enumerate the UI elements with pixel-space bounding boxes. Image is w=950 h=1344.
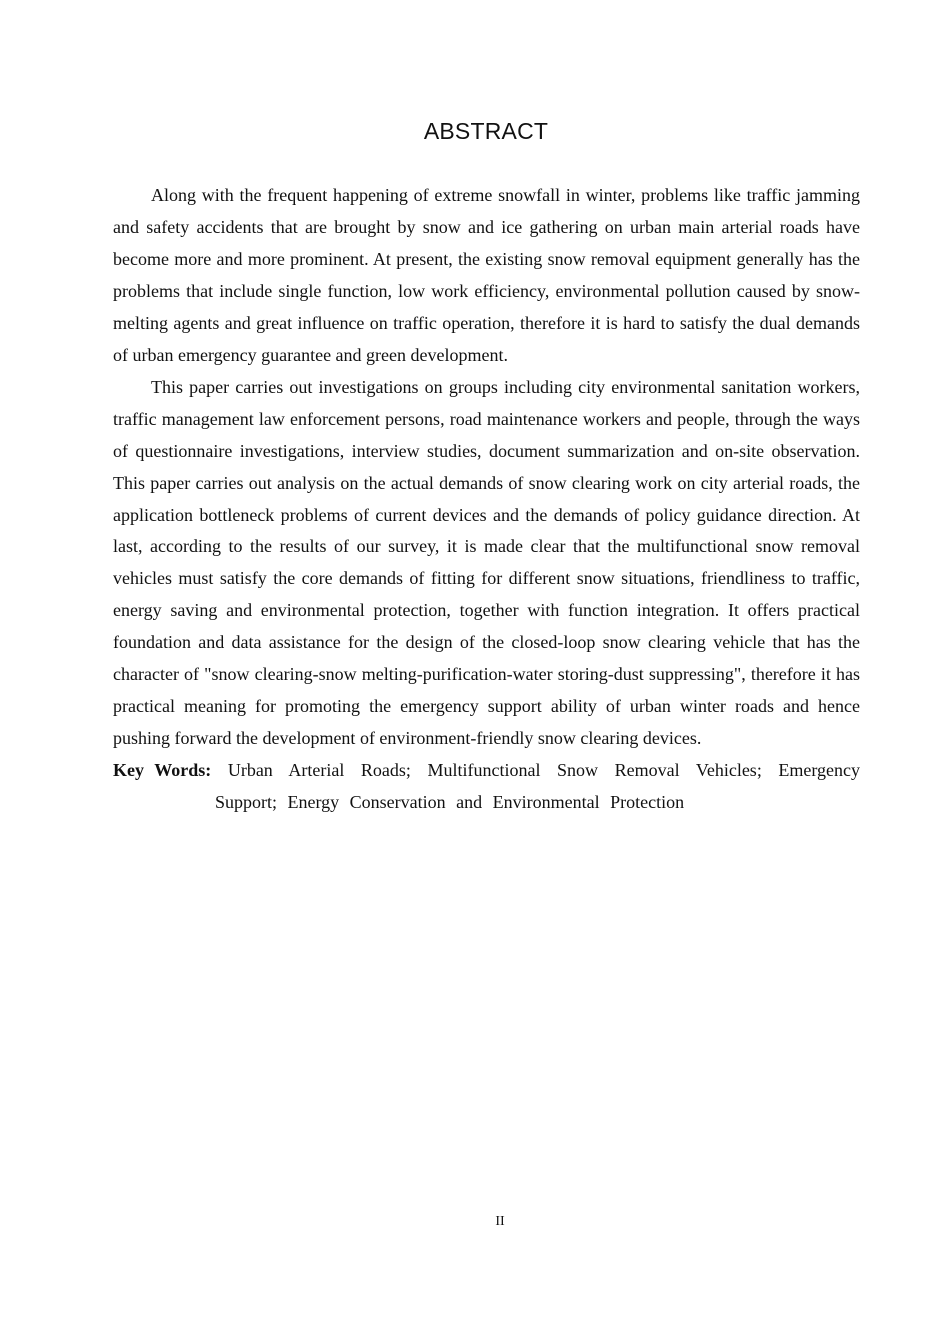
keywords-label: Key Words:: [113, 760, 212, 781]
page-number: II: [495, 1214, 505, 1229]
abstract-body: [113, 180, 860, 819]
page-title: ABSTRACT: [423, 118, 549, 144]
abstract-paragraph-2: This paper carries out investigations on groups including city environmental sanitation workers, traffic management law enforcement persons, road maintenance workers and people, through the ways of questionnaire investigations, interview studies, document summarization and on-site observation. This paper carries out analysis on the actual demands of snow clearing work on city arterial roads, the application bottleneck problems of current devices and the demands of policy guidance direction. At last, according to the results of our survey, it is made clear that the multifunctional snow removal vehicles must satisfy the core demands of fitting for different snow situations, friendliness to traffic, energy saving and environmental protection, together with function integration. It offers practical foundation and data assistance for the design of the closed-loop snow clearing vehicle that has the character of "snow clearing-snow melting-purification-water storing-dust suppressing", therefore it has practical meaning for promoting the emergency support ability of urban winter roads and hence pushing forward the development of environment-friendly snow clearing devices.: [113, 376, 860, 749]
abstract-paragraph-1: Along with the frequent happening of extreme snowfall in winter, problems like traffic jamming and safety accidents that are brought by snow and ice gathering on urban main arterial roads have become more and more prominent. At present, the existing snow removal equipment generally has the problems that include single function, low work efficiency, environmental pollution caused by snow-melting agents and great influence on traffic operation, therefore it is hard to satisfy the dual demands of urban emergency guarantee and green development.: [113, 185, 860, 365]
keywords-text: Urban Arterial Roads; Multifunctional Snow Removal Vehicles; Emergency Support; Energy Conservation and Environmental Protection: [215, 760, 861, 813]
keywords-line: [113, 755, 860, 819]
